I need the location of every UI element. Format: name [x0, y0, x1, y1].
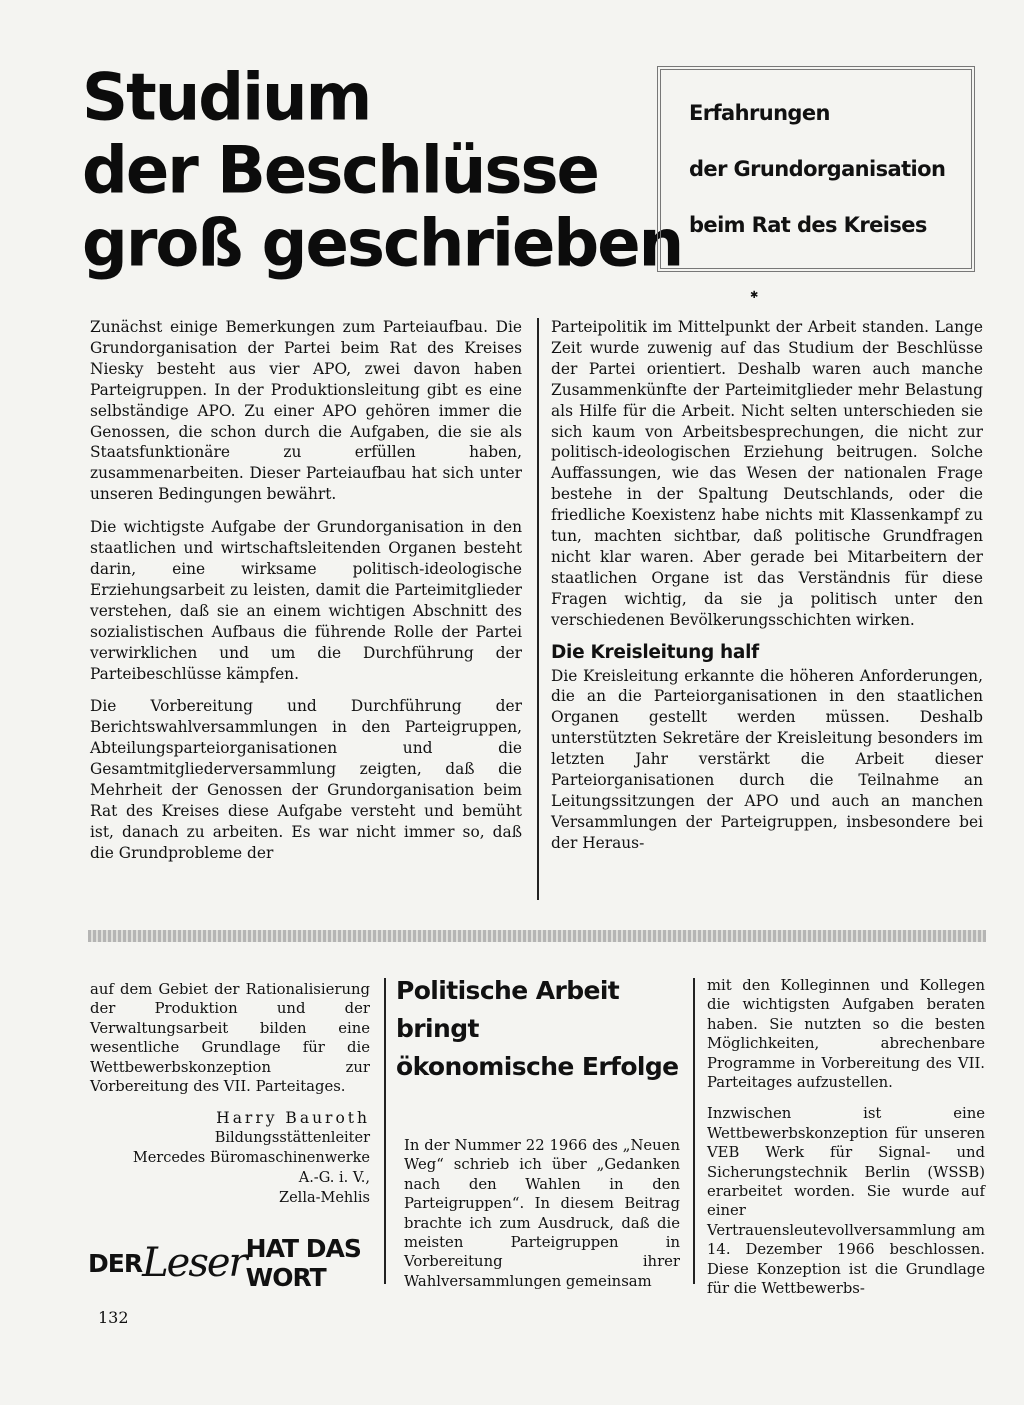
column-divider	[693, 978, 695, 1284]
subheadline-line-1: Erfahrungen	[689, 101, 830, 125]
headline	[82, 60, 683, 282]
paragraph: Die wichtigste Aufgabe der Grundorganisation in den staatlichen und wirtschaftsleitenden Organen besteht darin, eine wirksame politisch-ideologische Erziehungsarbeit zu leisten, damit die Parteimitglieder verstehen, daß sie an einem wichtigen Abschnitt des sozialistischen Aufbaus die führende Rolle der Partei verwirklichen und um die Durchführung der Parteibeschlüsse kämpfen.	[90, 518, 522, 683]
paragraph: In der Nummer 22 1966 des „Neuen Weg“ schrieb ich über „Gedanken nach den Wahlen in den Parteigruppen“. In diesem Beitrag brachte ich zum Ausdruck, daß die meisten Parteigruppen in Vorbereitung ihrer Wahlversammlungen gemeinsam	[404, 1137, 680, 1290]
subheadline-line-2: der Grundorganisation	[689, 157, 946, 181]
author-name: Harry Bauroth	[216, 1109, 370, 1127]
ornament-icon: ✱	[750, 290, 759, 301]
paragraph: Die Kreisleitung erkannte die höheren Anforderungen, die an die Parteiorganisationen in den staatlichen Organen gestellt werden müssen. Deshalb unterstützten Sekretäre der Kreisleitung besonders im letzten Jahr verstärkt die Arbeit dieser Parteiorganisationen durch die Teilnahme an Leitungssitzungen der APO und auch an manchen Versammlungen der Parteigruppen, insbesondere bei der Heraus-	[551, 666, 983, 852]
headline-line-1: Studium	[82, 60, 371, 136]
paragraph: Die Vorbereitung und Durchführung der Berichtswahlversammlungen in den Parteigruppen, Abteilungsparteiorganisationen und die Gesamtmitgliederversammlung zeigten, daß die Mehrheit der Genossen der Grundorganisation beim Rat des Kreises diese Aufgabe versteht und bemüht ist, danach zu arbeiten. Es war nicht immer so, daß die Grundprobleme der	[90, 697, 522, 862]
paragraph: Inzwischen ist eine Wettbewerbskonzeption für unseren VEB Werk für Signal- und Sicherungstechnik Berlin (WSSB) erarbeitet worden. Sie wurde auf einer Vertrauensleutevollversammlung am 14. Dezember 1966 beschlossen. Diese Konzeption ist die Grundlage für die Wettbewerbs-	[707, 1105, 985, 1298]
paragraph: Zunächst einige Bemerkungen zum Parteiaufbau. Die Grundorganisation der Partei beim Rat des Kreises Niesky besteht aus vier APO, zwei davon haben Parteigruppen. In der Produktionsleitung gibt es eine selbständige APO. Zu einer APO gehören immer die Genossen, die schon durch die Aufgaben, die sie als Staatsfunktionäre zu erfüllen haben, zusammenarbeiten. Dieser Parteiaufbau hat sich unter unseren Bedingungen bewährt.	[90, 318, 522, 504]
article-column-2	[551, 317, 983, 866]
author-line: Zella-Mehlis	[279, 1190, 370, 1206]
author-line: Mercedes Büromaschinenwerke	[132, 1150, 370, 1166]
logo-hat-das-wort: HAT DAS WORT	[245, 1234, 361, 1292]
section-subheading: Die Kreisleitung half	[551, 641, 759, 663]
article-2-title	[396, 972, 686, 1086]
author-line: A.-G. i. V.,	[298, 1170, 370, 1186]
subheadline-line-3: beim Rat des Kreises	[689, 213, 927, 237]
der-leser-hat-das-wort-logo	[88, 1234, 370, 1292]
article-2-title-line: Politische Arbeit	[396, 976, 620, 1005]
author-line: Bildungsstättenleiter	[214, 1130, 370, 1146]
article-column-1	[90, 317, 522, 876]
column-divider	[537, 318, 539, 900]
column-divider	[384, 978, 386, 1284]
headline-line-2: der Beschlüsse	[82, 133, 598, 209]
page-number: 132	[98, 1308, 129, 1327]
logo-der: DER	[88, 1248, 143, 1278]
article-2-title-line: ökonomische Erfolge	[396, 1052, 679, 1081]
article-2-continuation	[707, 976, 985, 1311]
paragraph: Parteipolitik im Mittelpunkt der Arbeit standen. Lange Zeit wurde zuwenig auf das Studium der Beschlüsse der Partei orientiert. Deshalb waren auch manche Zusammenkünfte der Parteimitglieder mehr Belastung als Hilfe für die Arbeit. Nicht selten unterschieden sie sich kaum von Arbeitsbesprechungen, die nicht zur politisch-ideologischen Erziehung beitrugen. Solche Auffassungen, wie das Wesen der nationalen Frage bestehe in der Spaltung Deutschlands, oder die friedliche Koexistenz habe nichts mit Klassenkampf zu tun, machten sichtbar, daß politische Grundfragen nicht klar waren. Aber gerade bei Mitarbeitern der staatlichen Organe ist das Verständnis für diese Fragen wichtig, da sie ja politisch unter den verschiedenen Bevölkerungsschichten wirken.	[551, 318, 983, 629]
paragraph: mit den Kolleginnen und Kollegen die wichtigsten Aufgaben beraten haben. Sie nutzten so die besten Möglichkeiten, abrechenbare Programme in Vorbereitung des VII. Parteitages aufzustellen.	[707, 977, 985, 1092]
article-2-text	[404, 1136, 680, 1303]
headline-line-3: groß geschrieben	[82, 206, 683, 282]
author-signature	[90, 1108, 370, 1208]
subheadline-box	[657, 66, 975, 272]
letter-ending	[90, 980, 370, 1108]
paragraph: auf dem Gebiet der Rationalisierung der Produktion und der Verwaltungsarbeit bilden eine wesentliche Grundlage für die Wettbewerbskonzeption zur Vorbereitung des VII. Parteitages.	[90, 981, 370, 1096]
article-2-title-line: bringt	[396, 1014, 479, 1043]
section-divider	[88, 930, 986, 942]
logo-leser-script: Leser	[142, 1240, 246, 1286]
